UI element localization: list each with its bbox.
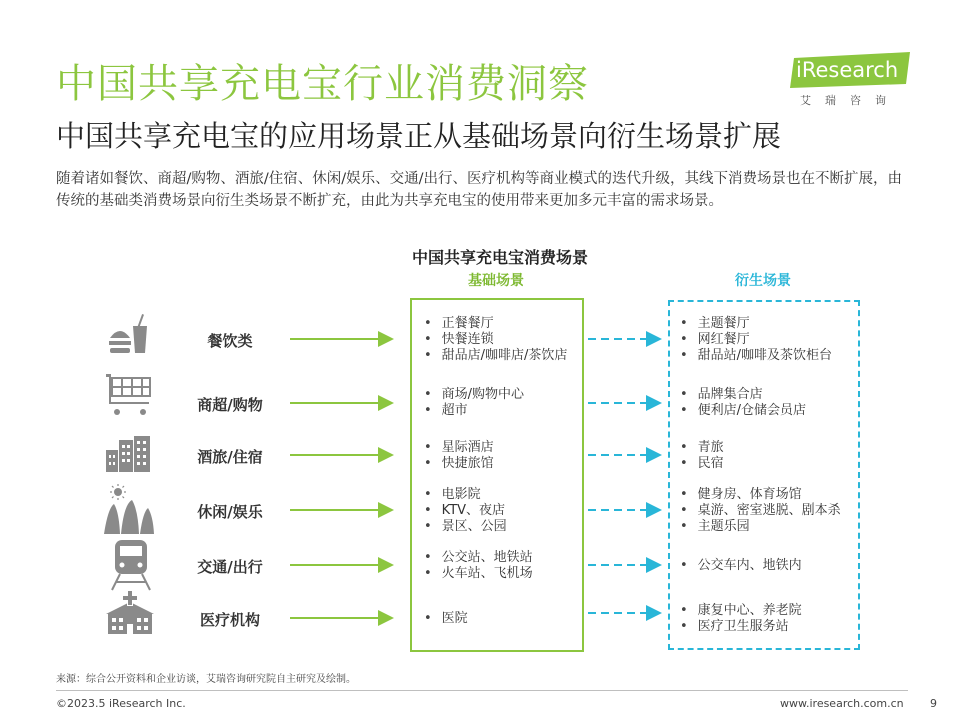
logo-chinese: 艾瑞咨询 bbox=[800, 94, 900, 107]
category-label-leisure: 休闲/娱乐 bbox=[197, 503, 263, 521]
list-item: • 正餐餐厅 bbox=[424, 316, 567, 332]
base-list-shopping bbox=[424, 387, 524, 419]
base-list-hotel bbox=[424, 440, 494, 472]
derived-list-medical bbox=[680, 603, 802, 635]
list-item: • KTV、夜店 bbox=[424, 503, 507, 519]
list-item: • 主题餐厅 bbox=[680, 316, 832, 332]
derived-list-shopping bbox=[680, 387, 806, 419]
derived-list-transport bbox=[680, 558, 802, 574]
page-title: 中国共享充电宝行业消费洞察 bbox=[56, 61, 589, 107]
list-item: • 健身房、体育场馆 bbox=[680, 487, 841, 503]
page-number: 9 bbox=[930, 697, 937, 710]
list-item: • 公交车内、地铁内 bbox=[680, 558, 802, 574]
category-label-shopping: 商超/购物 bbox=[197, 396, 263, 414]
category-label-hotel: 酒旅/住宿 bbox=[197, 448, 263, 466]
list-item: • 星际酒店 bbox=[424, 440, 494, 456]
list-item: • 网红餐厅 bbox=[680, 332, 832, 348]
website-link[interactable]: www.iresearch.com.cn bbox=[780, 697, 904, 710]
base-list-medical bbox=[424, 611, 468, 627]
base-list-leisure bbox=[424, 487, 507, 535]
base-scene-heading: 基础场景 bbox=[468, 273, 524, 289]
derived-scene-heading: 衍生场景 bbox=[735, 273, 791, 289]
list-item: • 甜品站/咖啡及茶饮柜台 bbox=[680, 348, 832, 364]
base-list-dining bbox=[424, 316, 567, 364]
list-item: • 超市 bbox=[424, 403, 524, 419]
list-item: • 快餐连锁 bbox=[424, 332, 567, 348]
list-item: • 民宿 bbox=[680, 456, 724, 472]
list-item: • 火车站、飞机场 bbox=[424, 566, 533, 582]
base-list-transport bbox=[424, 550, 533, 582]
category-label-dining: 餐饮类 bbox=[207, 332, 253, 350]
list-item: • 康复中心、养老院 bbox=[680, 603, 802, 619]
footer-divider bbox=[56, 690, 908, 691]
list-item: • 品牌集合店 bbox=[680, 387, 806, 403]
list-item: • 青旅 bbox=[680, 440, 724, 456]
list-item: • 桌游、密室逃脱、剧本杀 bbox=[680, 503, 841, 519]
category-label-transport: 交通/出行 bbox=[197, 558, 263, 576]
derived-list-dining bbox=[680, 316, 832, 364]
list-item: • 景区、公园 bbox=[424, 519, 507, 535]
list-item: • 医院 bbox=[424, 611, 468, 627]
category-label-medical: 医疗机构 bbox=[199, 611, 260, 629]
list-item: • 甜品店/咖啡店/茶饮店 bbox=[424, 348, 567, 364]
derived-list-leisure bbox=[680, 487, 841, 535]
page-description: 随着诸如餐饮、商超/购物、酒旅/住宿、休闲/娱乐、交通/出行、医疗机构等商业模式的迭代升级，其线下消费场景也在不断扩展，由传统的基础类消费场景向衍生类场景不断扩充，由此为共享充电宝的使用带来更加多元丰富的需求场景。 bbox=[56, 171, 903, 209]
derived-list-hotel bbox=[680, 440, 724, 472]
source-note: 来源：综合公开资料和企业访谈，艾瑞咨询研究院自主研究及绘制。 bbox=[56, 674, 356, 685]
list-item: • 公交站、地铁站 bbox=[424, 550, 533, 566]
list-item: • 便利店/仓储会员店 bbox=[680, 403, 806, 419]
list-item: • 医疗卫生服务站 bbox=[680, 619, 802, 635]
copyright-text: ©2023.5 iResearch Inc. bbox=[56, 697, 186, 710]
list-item: • 主题乐园 bbox=[680, 519, 841, 535]
list-item: • 商场/购物中心 bbox=[424, 387, 524, 403]
page-subtitle: 中国共享充电宝的应用场景正从基础场景向衍生场景扩展 bbox=[56, 119, 782, 153]
logo-name: iResearch bbox=[796, 58, 899, 82]
list-item: • 快捷旅馆 bbox=[424, 456, 494, 472]
list-item: • 电影院 bbox=[424, 487, 507, 503]
diagram-title: 中国共享充电宝消费场景 bbox=[411, 248, 588, 267]
